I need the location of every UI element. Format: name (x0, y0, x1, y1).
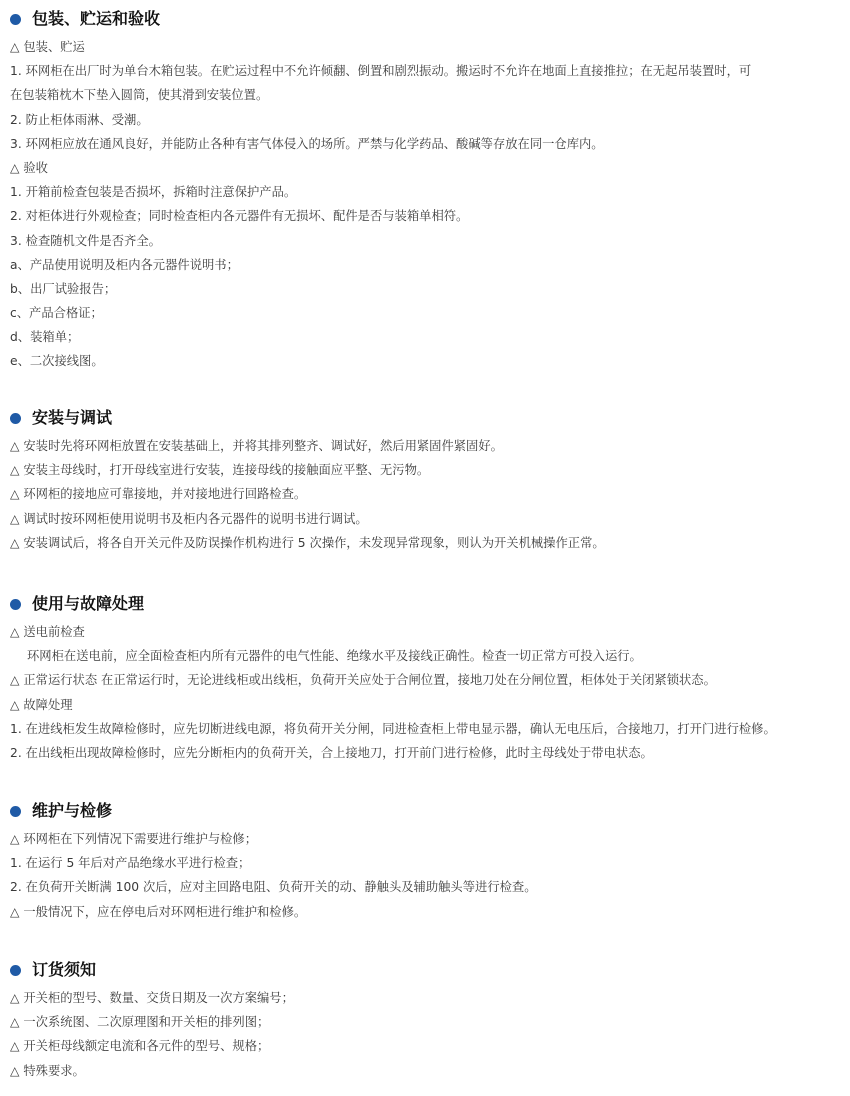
section-heading (10, 592, 850, 616)
text-line: △ 环网柜的接地应可靠接地，并对接地进行回路检查。 (10, 487, 307, 502)
section-ordering (0, 958, 850, 1083)
section-body (0, 986, 850, 1083)
text-line: 1. 环网柜在出厂时为单台木箱包装。在贮运过程中不允许倾翻、倒置和剧烈振动。搬运时不允许在地面上直接推拉；在无起吊装置时，可 (10, 64, 752, 79)
section-title: 使用与故障处理 (32, 594, 145, 613)
text-line: c、产品合格证； (10, 306, 103, 321)
text-line: e、二次接线图。 (10, 354, 104, 369)
text-line: 在包装箱枕木下垫入圆筒，使其滑到安装位置。 (10, 88, 269, 103)
text-line: △ 安装调试后，将各自开关元件及防误操作机构进行 5 次操作，未发现异常现象，则认为开关机械操作正常。 (10, 535, 605, 550)
section-installation (0, 406, 850, 555)
section-heading (10, 958, 850, 982)
text-line: 2. 对柜体进行外观检查；同时检查柜内各元器件有无损坏、配件是否与装箱单相符。 (10, 209, 469, 224)
text-line: 3. 检查随机文件是否齐全。 (10, 233, 161, 248)
section-packaging (0, 7, 850, 374)
bullet-dot-icon (10, 599, 21, 610)
text-line: 1. 在进线柜发生故障检修时，应先切断进线电源，将负荷开关分闸，同进检查柜上带电显示器，确认无电压后，合接地刀，打开门进行检修。 (10, 721, 776, 736)
section-title: 安装与调试 (32, 408, 113, 427)
text-line: △ 调试时按环网柜使用说明书及柜内各元器件的说明书进行调试。 (10, 511, 368, 526)
section-title: 订货须知 (32, 960, 97, 979)
section-body (0, 827, 850, 924)
text-line: 2. 防止柜体雨淋、受潮。 (10, 112, 149, 127)
text-line: △ 安装主母线时，打开母线室进行安装，连接母线的接触面应平整、无污物。 (10, 463, 430, 478)
text-line: △ 特殊要求。 (10, 1063, 85, 1078)
text-line: 1. 在运行 5 年后对产品绝缘水平进行检查； (10, 856, 251, 871)
text-line: △ 包装、贮运 (10, 40, 85, 54)
text-line: △ 验收 (10, 160, 48, 175)
text-line: b、出厂试验报告； (10, 281, 117, 296)
section-title: 包装、贮运和验收 (32, 9, 161, 28)
section-body (0, 434, 850, 555)
bullet-dot-icon (10, 14, 21, 25)
text-line: △ 环网柜在下列情况下需要进行维护与检修； (10, 832, 258, 846)
text-line: △ 开关柜的型号、数量、交货日期及一次方案编号； (10, 991, 294, 1005)
text-line: 1. 开箱前检查包装是否损坏，拆箱时注意保护产品。 (10, 185, 297, 200)
text-line: △ 送电前检查 (10, 625, 85, 639)
text-line: a、产品使用说明及柜内各元器件说明书； (10, 257, 239, 272)
section-title: 维护与检修 (32, 801, 113, 820)
section-body (0, 35, 850, 374)
bullet-dot-icon (10, 413, 21, 424)
text-line: △ 一次系统图、二次原理图和开关柜的排列图； (10, 1015, 270, 1030)
section-heading (10, 7, 850, 31)
text-line: △ 正常运行状态 在正常运行时，无论进线柜或出线柜，负荷开关应处于合闸位置，接地刀处在分闸位置，柜体处于关闭紧锁状态。 (10, 673, 716, 688)
text-line: △ 一般情况下，应在停电后对环网柜进行维护和检修。 (10, 904, 307, 919)
text-line: △ 安装时先将环网柜放置在安装基础上，并将其排列整齐、调试好，然后用紧固件紧固好。 (10, 439, 503, 453)
text-line: △ 故障处理 (10, 697, 73, 712)
text-line: 环网柜在送电前，应全面检查柜内所有元器件的电气性能、绝缘水平及接线正确性。检查一切正常方可投入运行。 (27, 649, 642, 664)
bullet-dot-icon (10, 806, 21, 817)
section-operation-fault (0, 592, 850, 765)
text-line: △ 开关柜母线额定电流和各元件的型号、规格； (10, 1039, 270, 1054)
section-heading (10, 799, 850, 823)
text-line: 3. 环网柜应放在通风良好，并能防止各种有害气体侵入的场所。严禁与化学药品、酸碱等存放在同一仓库内。 (10, 136, 604, 151)
bullet-dot-icon (10, 965, 21, 976)
section-maintenance (0, 799, 850, 924)
text-line: 2. 在负荷开关断满 100 次后，应对主回路电阻、负荷开关的动、静触头及辅助触头等进行检查。 (10, 880, 537, 895)
text-line: d、装箱单； (10, 330, 80, 345)
section-heading (10, 406, 850, 430)
section-body (0, 620, 850, 765)
text-line: 2. 在出线柜出现故障检修时，应先分断柜内的负荷开关，合上接地刀，打开前门进行检修，此时主母线处于带电状态。 (10, 745, 653, 760)
